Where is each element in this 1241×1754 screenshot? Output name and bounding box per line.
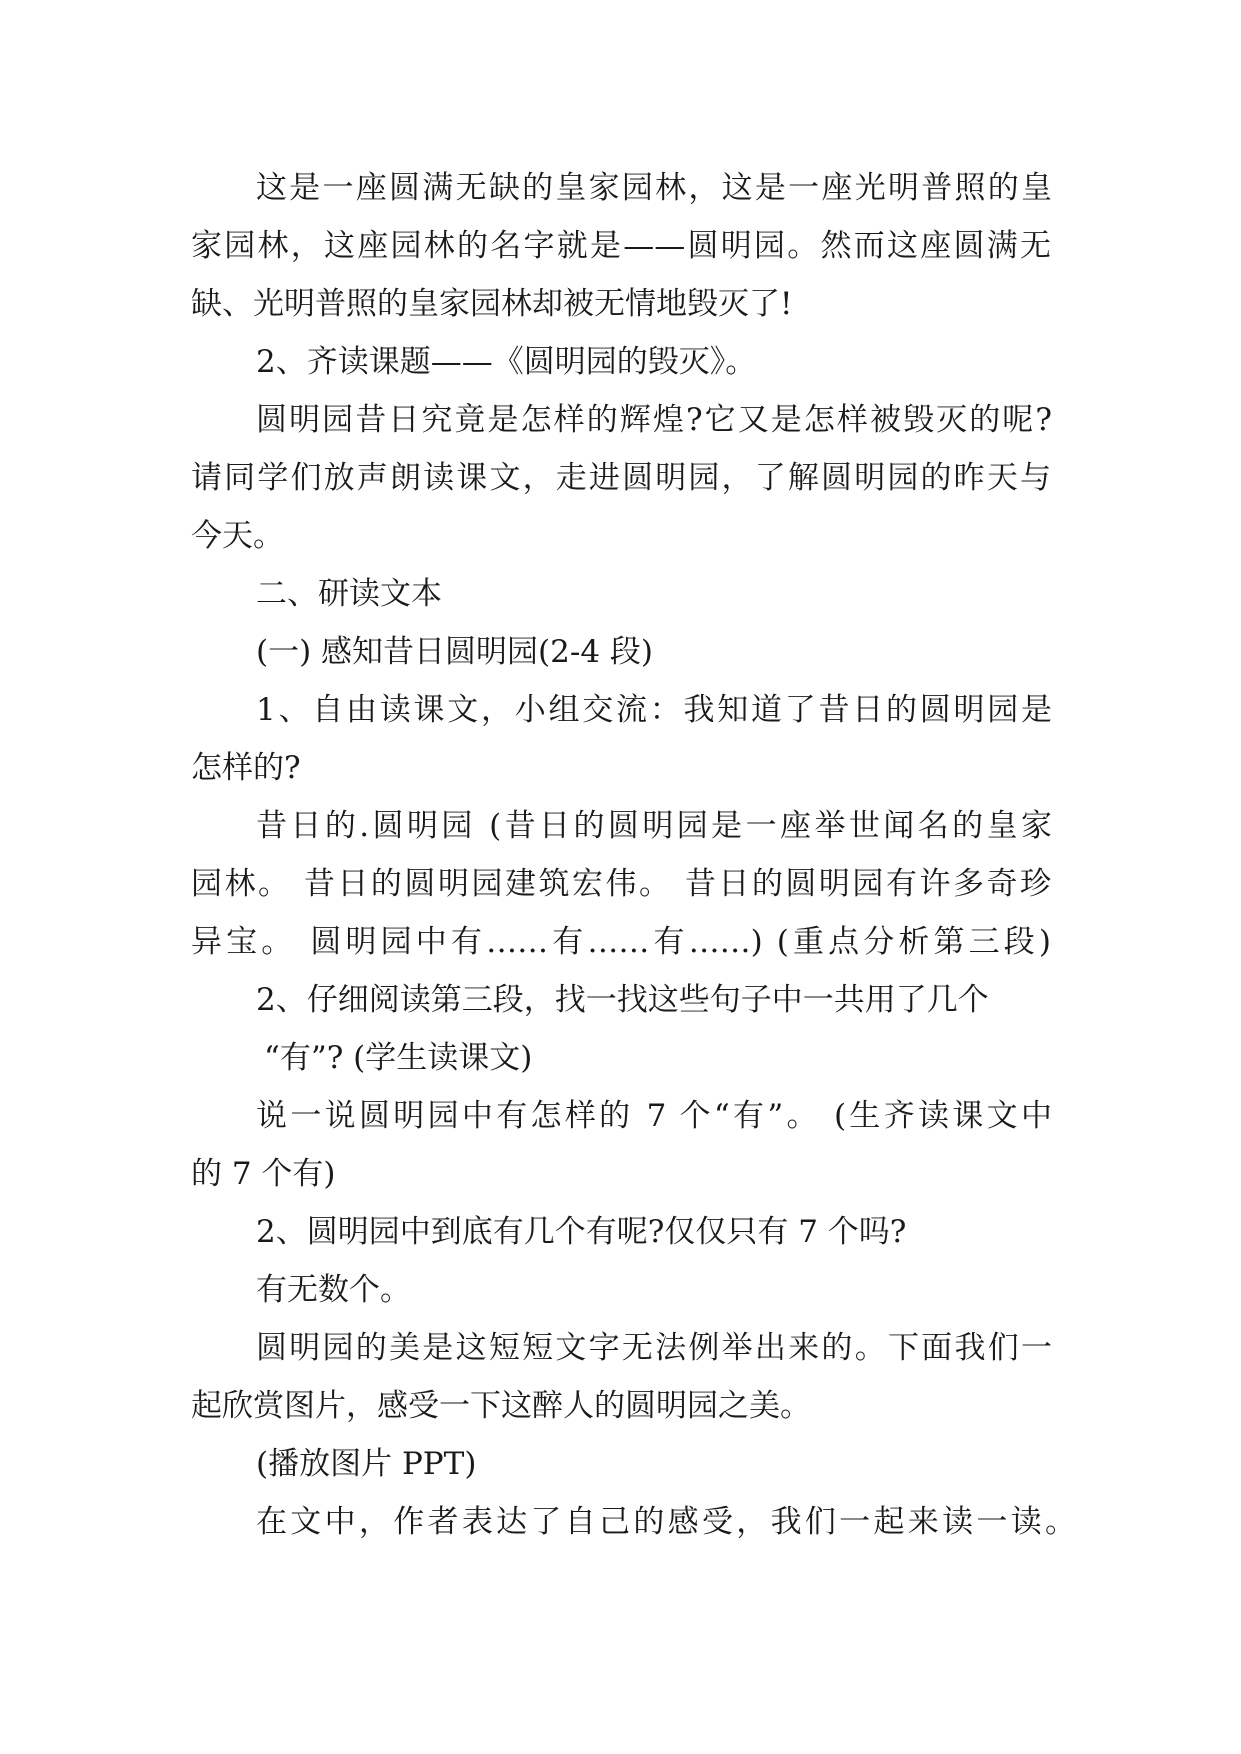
- paragraph-line: 1、自由读课文，小组交流：我知道了昔日的圆明园是: [256, 692, 1052, 728]
- paragraph-line: 这是一座圆满无缺的皇家园林，这是一座光明普照的皇: [256, 170, 1052, 206]
- paragraph-line: 的 7 个有): [191, 1156, 336, 1192]
- paragraph-line: 在文中，作者表达了自己的感受，我们一起来读一读。: [256, 1504, 1076, 1540]
- paragraph-line: 家园林，这座园林的名字就是——圆明园。然而这座圆满无: [191, 228, 1051, 264]
- paragraph-line: 2、齐读课题——《圆明园的毁灭》。: [256, 344, 757, 380]
- paragraph-line: 2、圆明园中到底有几个有呢?仅仅只有 7 个吗?: [256, 1214, 907, 1250]
- paragraph-line: 怎样的?: [191, 750, 301, 786]
- subsection-heading: (一) 感知昔日圆明园(2-4 段): [256, 634, 654, 670]
- paragraph-line: 缺、光明普照的皇家园林却被无情地毁灭了!: [191, 286, 793, 322]
- paragraph-line: 异宝。 圆明园中有……有……有……) (重点分析第三段): [191, 924, 1051, 960]
- paragraph-line: 有无数个。: [256, 1272, 411, 1308]
- paragraph-line: 昔日的.圆明园 (昔日的圆明园是一座举世闻名的皇家: [256, 808, 1052, 844]
- section-heading: 二、研读文本: [256, 576, 442, 612]
- paragraph-line: 说一说圆明园中有怎样的 7 个“有”。 (生齐读课文中: [256, 1098, 1052, 1134]
- paragraph-line: 起欣赏图片，感受一下这醉人的圆明园之美。: [191, 1388, 811, 1424]
- paragraph-line: 2、仔细阅读第三段，找一找这些句子中一共用了几个: [256, 982, 989, 1018]
- paragraph-line: 今天。: [191, 518, 284, 554]
- paragraph-line: (播放图片 PPT): [256, 1446, 477, 1482]
- paragraph-line: 园林。 昔日的圆明园建筑宏伟。 昔日的圆明园有许多奇珍: [191, 866, 1051, 902]
- paragraph-line: 圆明园的美是这短短文字无法例举出来的。下面我们一: [256, 1330, 1052, 1366]
- paragraph-line: 圆明园昔日究竟是怎样的辉煌?它又是怎样被毁灭的呢?: [256, 402, 1052, 438]
- paragraph-line: “有”? (学生读课文): [264, 1040, 533, 1076]
- paragraph-line: 请同学们放声朗读课文，走进圆明园，了解圆明园的昨天与: [191, 460, 1051, 496]
